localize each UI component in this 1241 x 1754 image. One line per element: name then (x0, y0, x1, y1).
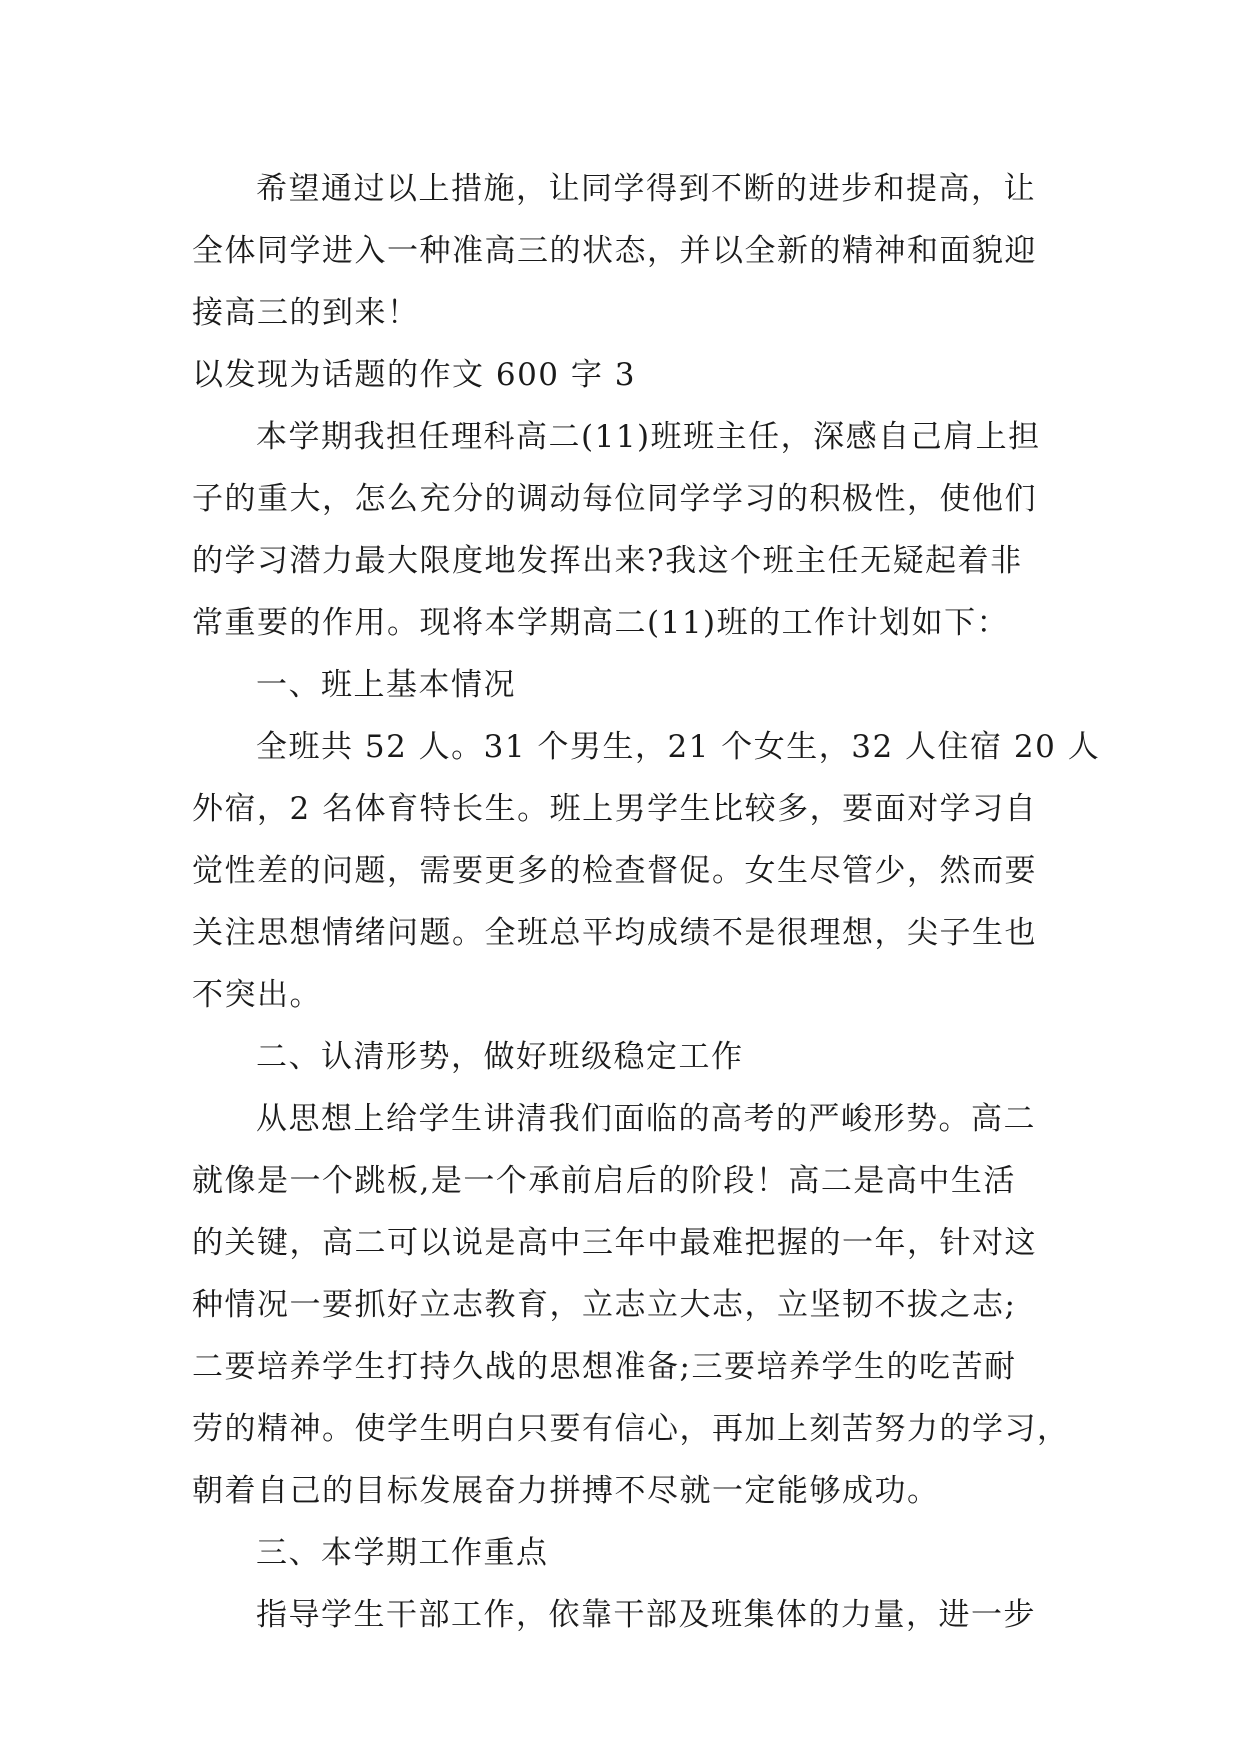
text-line: 从思想上给学生讲清我们面临的高考的严峻形势。高二 (256, 1101, 1036, 1137)
text-line: 本学期我担任理科高二(11)班班主任，深感自己肩上担 (256, 419, 1041, 455)
text-line: 希望通过以上措施，让同学得到不断的进步和提高，让 (256, 171, 1036, 207)
text-line: 全体同学进入一种准高三的状态，并以全新的精神和面貌迎 (192, 233, 1037, 269)
text-line: 觉性差的问题，需要更多的检查督促。女生尽管少，然而要 (192, 853, 1037, 889)
text-line: 就像是一个跳板,是一个承前启后的阶段！高二是高中生活 (192, 1163, 1016, 1199)
text-line: 指导学生干部工作，依靠干部及班集体的力量，进一步 (256, 1597, 1036, 1633)
text-line: 外宿，2 名体育特长生。班上男学生比较多，要面对学习自 (192, 791, 1038, 827)
text-line: 三、本学期工作重点 (256, 1535, 549, 1571)
text-line: 劳的精神。使学生明白只要有信心，再加上刻苦努力的学习， (192, 1411, 1070, 1447)
text-line: 的关键，高二可以说是高中三年中最难把握的一年，针对这 (192, 1225, 1037, 1261)
text-line: 全班共 52 人。31 个男生，21 个女生，32 人住宿 20 人 (256, 729, 1101, 765)
text-line: 的学习潜力最大限度地发挥出来?我这个班主任无疑起着非 (192, 543, 1023, 579)
text-line: 二、认清形势，做好班级稳定工作 (256, 1039, 744, 1075)
text-line: 朝着自己的目标发展奋力拼搏不尽就一定能够成功。 (192, 1473, 940, 1509)
text-line: 子的重大，怎么充分的调动每位同学学习的积极性，使他们 (192, 481, 1037, 517)
text-line: 种情况一要抓好立志教育，立志立大志，立坚韧不拔之志; (192, 1287, 1017, 1323)
text-line: 一、班上基本情况 (256, 667, 516, 703)
text-line: 关注思想情绪问题。全班总平均成绩不是很理想，尖子生也 (192, 915, 1037, 951)
text-line: 接高三的到来！ (192, 295, 420, 331)
document-body (192, 158, 1101, 1646)
text-line: 以发现为话题的作文 600 字 3 (192, 357, 636, 393)
text-line: 常重要的作用。现将本学期高二(11)班的工作计划如下： (192, 605, 1010, 641)
text-line: 二要培养学生打持久战的思想准备;三要培养学生的吃苦耐 (192, 1349, 1017, 1385)
text-line: 不突出。 (192, 977, 322, 1013)
